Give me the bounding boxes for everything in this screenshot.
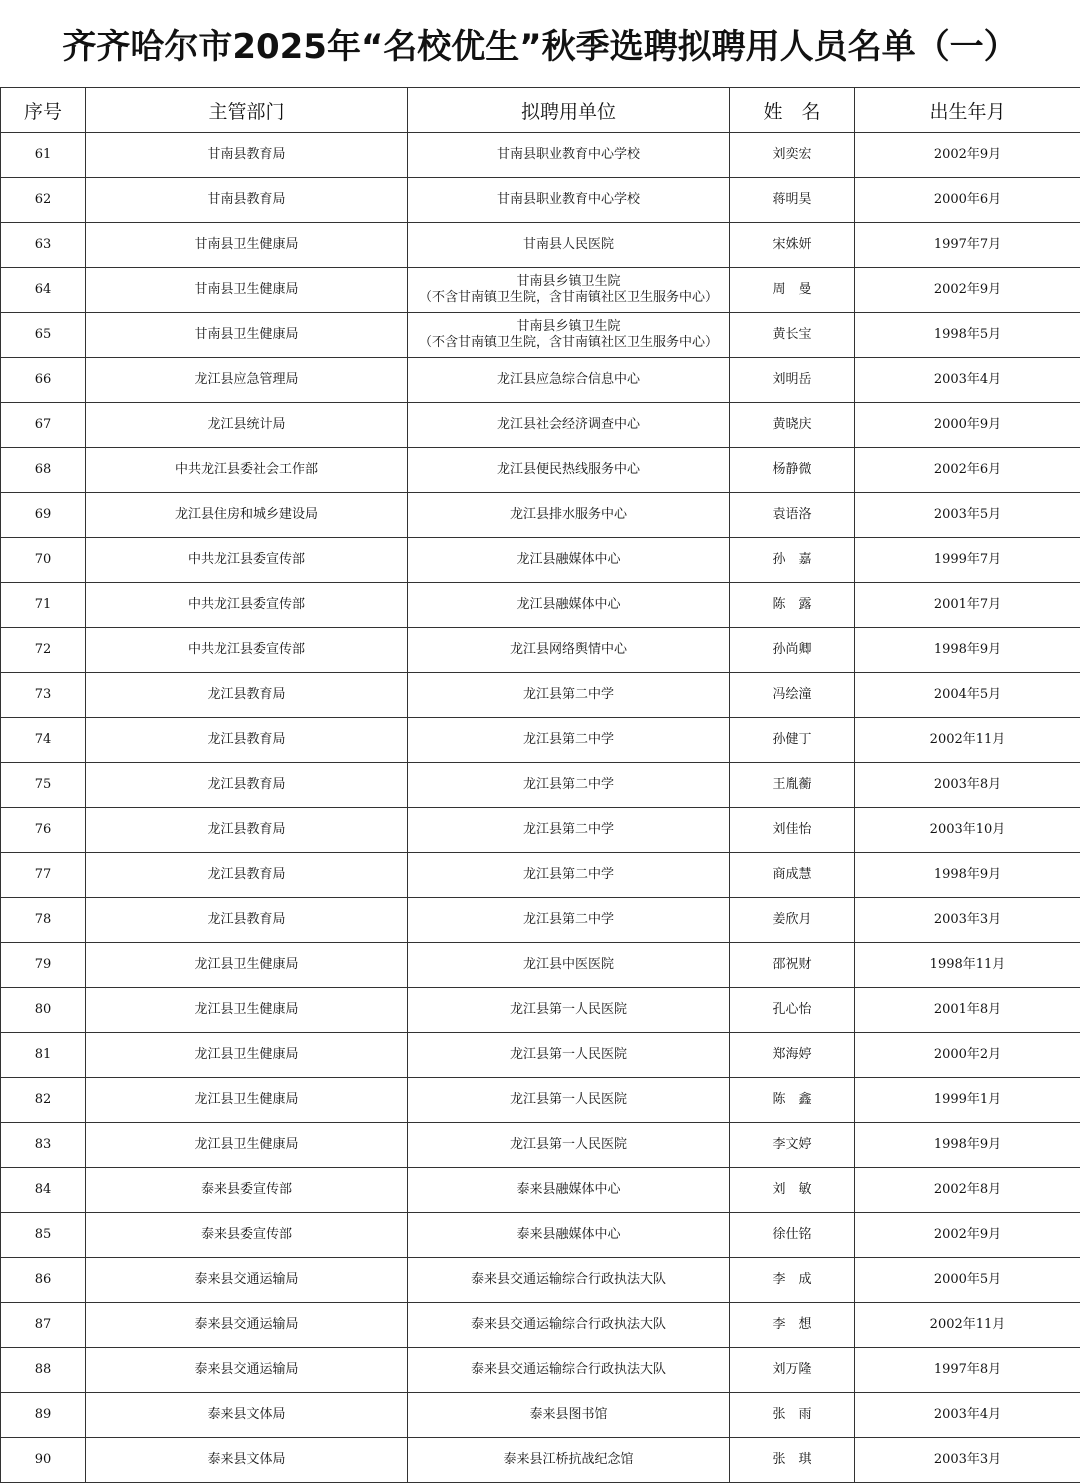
table-row xyxy=(1,1258,1080,1303)
cell-hiring-unit xyxy=(408,1348,730,1393)
cell-department: 甘南县卫生健康局 xyxy=(86,313,408,358)
cell-hiring-unit xyxy=(408,673,730,718)
hiring-unit-line: 龙江县第一人民医院 xyxy=(509,1092,627,1107)
hiring-unit-line: 甘南县人民医院 xyxy=(522,237,614,252)
cell-hiring-unit xyxy=(408,1213,730,1258)
cell-serial-number: 89 xyxy=(1,1393,86,1438)
table-row xyxy=(1,1168,1080,1213)
cell-birth-date: 2002年6月 xyxy=(855,448,1080,493)
cell-hiring-unit xyxy=(408,853,730,898)
cell-hiring-unit xyxy=(408,1033,730,1078)
hiring-unit-line: 龙江县第一人民医院 xyxy=(509,1002,627,1017)
cell-name: 刘 敏 xyxy=(730,1168,855,1213)
table-row xyxy=(1,178,1080,223)
cell-name: 孙 嘉 xyxy=(730,538,855,583)
hiring-unit-line: 泰来县交通运输综合行政执法大队 xyxy=(470,1272,666,1287)
cell-name: 姜欣月 xyxy=(730,898,855,943)
hiring-unit-line: 龙江县融媒体中心 xyxy=(516,597,621,612)
cell-name: 李 成 xyxy=(730,1258,855,1303)
table-row xyxy=(1,268,1080,313)
cell-serial-number: 76 xyxy=(1,808,86,853)
cell-hiring-unit xyxy=(408,1078,730,1123)
hiring-unit-line: 龙江县中医医院 xyxy=(522,957,614,972)
header-serial-number: 序号 xyxy=(1,88,86,133)
table-row xyxy=(1,1303,1080,1348)
cell-hiring-unit xyxy=(408,718,730,763)
cell-department: 泰来县交通运输局 xyxy=(86,1303,408,1348)
cell-birth-date: 2003年3月 xyxy=(855,898,1080,943)
table-row xyxy=(1,763,1080,808)
cell-birth-date: 2003年5月 xyxy=(855,493,1080,538)
hiring-unit-line: 龙江县第二中学 xyxy=(522,867,614,882)
hiring-unit-note: （不含甘南镇卫生院，含甘南镇社区卫生服务中心） xyxy=(418,290,718,305)
cell-serial-number: 65 xyxy=(1,313,86,358)
cell-serial-number: 63 xyxy=(1,223,86,268)
hiring-unit-line: 龙江县第一人民医院 xyxy=(509,1137,627,1152)
cell-hiring-unit xyxy=(408,1258,730,1303)
table-row xyxy=(1,853,1080,898)
cell-department: 龙江县教育局 xyxy=(86,853,408,898)
cell-hiring-unit xyxy=(408,403,730,448)
cell-birth-date: 2002年11月 xyxy=(855,1303,1080,1348)
hiring-unit-note: （不含甘南镇卫生院，含甘南镇社区卫生服务中心） xyxy=(418,335,718,350)
cell-birth-date: 1999年7月 xyxy=(855,538,1080,583)
cell-serial-number: 62 xyxy=(1,178,86,223)
cell-hiring-unit xyxy=(408,898,730,943)
cell-name: 陈 露 xyxy=(730,583,855,628)
cell-name: 刘明岳 xyxy=(730,358,855,403)
cell-birth-date: 2002年11月 xyxy=(855,718,1080,763)
header-hiring-unit: 拟聘用单位 xyxy=(408,88,730,133)
cell-department: 泰来县委宣传部 xyxy=(86,1168,408,1213)
cell-hiring-unit xyxy=(408,313,730,358)
table-row xyxy=(1,223,1080,268)
cell-department: 龙江县教育局 xyxy=(86,808,408,853)
cell-hiring-unit xyxy=(408,1393,730,1438)
hiring-unit-line: 龙江县第二中学 xyxy=(522,687,614,702)
cell-name: 李 想 xyxy=(730,1303,855,1348)
hiring-unit-line: 龙江县第二中学 xyxy=(522,777,614,792)
cell-hiring-unit xyxy=(408,628,730,673)
cell-birth-date: 2003年3月 xyxy=(855,1438,1080,1483)
cell-name: 徐仕铭 xyxy=(730,1213,855,1258)
cell-serial-number: 85 xyxy=(1,1213,86,1258)
hiring-unit-line: 泰来县图书馆 xyxy=(529,1407,608,1422)
cell-name: 蒋明昊 xyxy=(730,178,855,223)
hiring-unit-line: 龙江县第一人民医院 xyxy=(509,1047,627,1062)
hiring-unit-line: 龙江县应急综合信息中心 xyxy=(496,372,640,387)
cell-serial-number: 82 xyxy=(1,1078,86,1123)
cell-hiring-unit xyxy=(408,943,730,988)
cell-department: 中共龙江县委宣传部 xyxy=(86,538,408,583)
table-row xyxy=(1,1033,1080,1078)
cell-serial-number: 83 xyxy=(1,1123,86,1168)
hiring-unit-line: 龙江县融媒体中心 xyxy=(516,552,621,567)
table-row xyxy=(1,403,1080,448)
cell-department: 泰来县文体局 xyxy=(86,1393,408,1438)
cell-name: 张 琪 xyxy=(730,1438,855,1483)
cell-department: 中共龙江县委社会工作部 xyxy=(86,448,408,493)
cell-hiring-unit xyxy=(408,223,730,268)
table-row xyxy=(1,898,1080,943)
cell-serial-number: 84 xyxy=(1,1168,86,1213)
hiring-unit-line: 龙江县网络舆情中心 xyxy=(509,642,627,657)
cell-birth-date: 2001年7月 xyxy=(855,583,1080,628)
table-row xyxy=(1,1123,1080,1168)
table-row xyxy=(1,538,1080,583)
cell-serial-number: 61 xyxy=(1,133,86,178)
cell-department: 龙江县统计局 xyxy=(86,403,408,448)
header-birth-date: 出生年月 xyxy=(855,88,1080,133)
cell-name: 冯绘潼 xyxy=(730,673,855,718)
table-row xyxy=(1,583,1080,628)
cell-birth-date: 2002年9月 xyxy=(855,133,1080,178)
table-row xyxy=(1,673,1080,718)
hiring-unit-line: 泰来县交通运输综合行政执法大队 xyxy=(470,1362,666,1377)
personnel-table xyxy=(0,87,1080,1483)
cell-department: 龙江县卫生健康局 xyxy=(86,1033,408,1078)
cell-hiring-unit xyxy=(408,1438,730,1483)
page-title: 齐齐哈尔市2025年“名校优生”秋季选聘拟聘用人员名单（一） xyxy=(62,27,1018,67)
cell-name: 周 曼 xyxy=(730,268,855,313)
cell-birth-date: 2003年4月 xyxy=(855,1393,1080,1438)
cell-serial-number: 70 xyxy=(1,538,86,583)
cell-hiring-unit xyxy=(408,538,730,583)
cell-birth-date: 1997年8月 xyxy=(855,1348,1080,1393)
cell-name: 王胤蘅 xyxy=(730,763,855,808)
hiring-unit-line: 泰来县江桥抗战纪念馆 xyxy=(503,1452,634,1467)
hiring-unit-line: 甘南县乡镇卫生院 xyxy=(516,274,621,289)
cell-department: 泰来县委宣传部 xyxy=(86,1213,408,1258)
cell-birth-date: 2003年8月 xyxy=(855,763,1080,808)
cell-department: 甘南县卫生健康局 xyxy=(86,268,408,313)
cell-name: 陈 鑫 xyxy=(730,1078,855,1123)
hiring-unit-line: 泰来县交通运输综合行政执法大队 xyxy=(470,1317,666,1332)
cell-name: 刘万隆 xyxy=(730,1348,855,1393)
table-row xyxy=(1,1213,1080,1258)
cell-serial-number: 87 xyxy=(1,1303,86,1348)
cell-serial-number: 64 xyxy=(1,268,86,313)
cell-birth-date: 1998年11月 xyxy=(855,943,1080,988)
cell-hiring-unit xyxy=(408,178,730,223)
cell-birth-date: 1998年9月 xyxy=(855,628,1080,673)
cell-birth-date: 2004年5月 xyxy=(855,673,1080,718)
hiring-unit-line: 龙江县第二中学 xyxy=(522,912,614,927)
cell-department: 龙江县卫生健康局 xyxy=(86,1078,408,1123)
cell-name: 孔心怡 xyxy=(730,988,855,1033)
cell-name: 宋姝妍 xyxy=(730,223,855,268)
cell-department: 龙江县教育局 xyxy=(86,763,408,808)
cell-serial-number: 66 xyxy=(1,358,86,403)
cell-birth-date: 1998年9月 xyxy=(855,1123,1080,1168)
cell-name: 刘奕宏 xyxy=(730,133,855,178)
cell-department: 龙江县卫生健康局 xyxy=(86,988,408,1033)
cell-hiring-unit xyxy=(408,763,730,808)
cell-name: 杨静微 xyxy=(730,448,855,493)
cell-hiring-unit xyxy=(408,1123,730,1168)
cell-birth-date: 2002年8月 xyxy=(855,1168,1080,1213)
cell-serial-number: 77 xyxy=(1,853,86,898)
cell-name: 邵祝财 xyxy=(730,943,855,988)
cell-department: 泰来县文体局 xyxy=(86,1438,408,1483)
cell-department: 中共龙江县委宣传部 xyxy=(86,628,408,673)
cell-birth-date: 2001年8月 xyxy=(855,988,1080,1033)
hiring-unit-line: 甘南县职业教育中心学校 xyxy=(496,147,640,162)
hiring-unit-line: 甘南县职业教育中心学校 xyxy=(496,192,640,207)
table-row xyxy=(1,718,1080,763)
hiring-unit-line: 龙江县社会经济调查中心 xyxy=(496,417,640,432)
cell-serial-number: 81 xyxy=(1,1033,86,1078)
table-row xyxy=(1,313,1080,358)
cell-department: 泰来县交通运输局 xyxy=(86,1258,408,1303)
cell-birth-date: 1999年1月 xyxy=(855,1078,1080,1123)
table-row xyxy=(1,943,1080,988)
cell-name: 刘佳怡 xyxy=(730,808,855,853)
cell-department: 龙江县教育局 xyxy=(86,898,408,943)
cell-name: 张 雨 xyxy=(730,1393,855,1438)
cell-department: 龙江县住房和城乡建设局 xyxy=(86,493,408,538)
cell-birth-date: 2003年10月 xyxy=(855,808,1080,853)
header-name: 姓 名 xyxy=(730,88,855,133)
cell-serial-number: 75 xyxy=(1,763,86,808)
cell-department: 甘南县教育局 xyxy=(86,178,408,223)
table-row xyxy=(1,133,1080,178)
hiring-unit-line: 甘南县乡镇卫生院 xyxy=(516,319,621,334)
cell-serial-number: 80 xyxy=(1,988,86,1033)
table-row xyxy=(1,1393,1080,1438)
cell-birth-date: 2000年2月 xyxy=(855,1033,1080,1078)
header-department: 主管部门 xyxy=(86,88,408,133)
hiring-unit-line: 龙江县第二中学 xyxy=(522,822,614,837)
table-row xyxy=(1,448,1080,493)
table-row xyxy=(1,808,1080,853)
cell-hiring-unit xyxy=(408,583,730,628)
cell-serial-number: 71 xyxy=(1,583,86,628)
cell-department: 甘南县教育局 xyxy=(86,133,408,178)
cell-department: 龙江县教育局 xyxy=(86,718,408,763)
cell-department: 龙江县应急管理局 xyxy=(86,358,408,403)
table-header-row xyxy=(1,88,1080,133)
cell-birth-date: 2002年9月 xyxy=(855,1213,1080,1258)
cell-name: 黄晓庆 xyxy=(730,403,855,448)
cell-name: 袁语洛 xyxy=(730,493,855,538)
cell-department: 龙江县卫生健康局 xyxy=(86,943,408,988)
cell-serial-number: 69 xyxy=(1,493,86,538)
cell-serial-number: 90 xyxy=(1,1438,86,1483)
hiring-unit-line: 泰来县融媒体中心 xyxy=(516,1182,621,1197)
cell-birth-date: 2000年5月 xyxy=(855,1258,1080,1303)
cell-birth-date: 1997年7月 xyxy=(855,223,1080,268)
cell-birth-date: 2003年4月 xyxy=(855,358,1080,403)
cell-hiring-unit xyxy=(408,1303,730,1348)
cell-hiring-unit xyxy=(408,493,730,538)
cell-department: 龙江县教育局 xyxy=(86,673,408,718)
cell-hiring-unit xyxy=(408,808,730,853)
table-row xyxy=(1,628,1080,673)
cell-name: 郑海婷 xyxy=(730,1033,855,1078)
cell-name: 黄长宝 xyxy=(730,313,855,358)
cell-birth-date: 1998年9月 xyxy=(855,853,1080,898)
cell-department: 龙江县卫生健康局 xyxy=(86,1123,408,1168)
table-row xyxy=(1,1348,1080,1393)
table-row xyxy=(1,1438,1080,1483)
cell-hiring-unit xyxy=(408,268,730,313)
cell-serial-number: 67 xyxy=(1,403,86,448)
cell-serial-number: 72 xyxy=(1,628,86,673)
cell-name: 商成慧 xyxy=(730,853,855,898)
cell-serial-number: 74 xyxy=(1,718,86,763)
table-row xyxy=(1,493,1080,538)
cell-serial-number: 73 xyxy=(1,673,86,718)
table-row xyxy=(1,358,1080,403)
cell-hiring-unit xyxy=(408,358,730,403)
cell-birth-date: 1998年5月 xyxy=(855,313,1080,358)
cell-serial-number: 86 xyxy=(1,1258,86,1303)
cell-serial-number: 88 xyxy=(1,1348,86,1393)
cell-department: 中共龙江县委宣传部 xyxy=(86,583,408,628)
table-row xyxy=(1,1078,1080,1123)
hiring-unit-line: 龙江县便民热线服务中心 xyxy=(496,462,640,477)
cell-department: 甘南县卫生健康局 xyxy=(86,223,408,268)
hiring-unit-line: 泰来县融媒体中心 xyxy=(516,1227,621,1242)
cell-birth-date: 2000年6月 xyxy=(855,178,1080,223)
cell-hiring-unit xyxy=(408,988,730,1033)
table-row xyxy=(1,988,1080,1033)
cell-serial-number: 79 xyxy=(1,943,86,988)
hiring-unit-line: 龙江县第二中学 xyxy=(522,732,614,747)
cell-department: 泰来县交通运输局 xyxy=(86,1348,408,1393)
cell-name: 孙尚卿 xyxy=(730,628,855,673)
cell-serial-number: 78 xyxy=(1,898,86,943)
cell-hiring-unit xyxy=(408,133,730,178)
cell-hiring-unit xyxy=(408,1168,730,1213)
cell-birth-date: 2002年9月 xyxy=(855,268,1080,313)
cell-serial-number: 68 xyxy=(1,448,86,493)
cell-name: 李文婷 xyxy=(730,1123,855,1168)
cell-birth-date: 2000年9月 xyxy=(855,403,1080,448)
hiring-unit-line: 龙江县排水服务中心 xyxy=(509,507,627,522)
cell-hiring-unit xyxy=(408,448,730,493)
cell-name: 孙健丁 xyxy=(730,718,855,763)
